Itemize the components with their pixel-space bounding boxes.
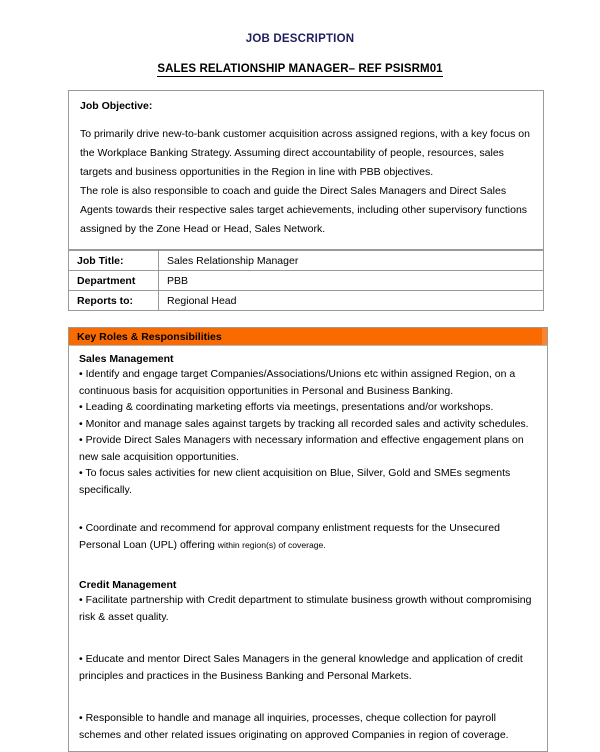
page-subtitle: SALES RELATIONSHIP MANAGER– REF PSISRM01 (157, 63, 443, 75)
sales-management-heading: Sales Management (79, 353, 174, 365)
list-item: • Leading & coordinating marketing efforts via meetings, presentations and/or workshops. (79, 401, 494, 413)
list-item: • Identify and engage target Companies/Associations/Unions etc within assigned Region, on a continuous basis for acquisition opportunities in Personal and Business Banking. (79, 368, 516, 397)
job-details-table (68, 250, 544, 311)
key-roles-header-title: Key Roles & Responsibilities (77, 330, 222, 343)
spacer (79, 684, 537, 710)
key-roles-header-bar (68, 327, 548, 345)
job-objective-paragraph-2: The role is also responsible to coach and guide the Direct Sales Managers and Direct Sales Agents towards their respective sales target achievements, including other supervisory functions assigned by the Zone Head or Head, Sales Network. (80, 185, 528, 235)
job-title-label: Job Title: (69, 251, 159, 271)
list-item: • Educate and mentor Direct Sales Managers in the general knowledge and application of credit principles and practices in the Business Banking and Personal Markets. (79, 653, 523, 682)
spacer (79, 625, 537, 651)
spacer (79, 498, 537, 520)
department-value: PBB (159, 271, 544, 291)
credit-management-heading: Credit Management (79, 579, 177, 591)
header-bar-edge-divider (542, 328, 547, 345)
department-label: Department (69, 271, 159, 291)
job-objective-heading: Job Objective: (80, 100, 153, 112)
list-item: • To focus sales activities for new client acquisition on Blue, Silver, Gold and SMEs segments specifically. (79, 467, 511, 496)
reports-to-value: Regional Head (159, 291, 544, 311)
job-objective-paragraph-1: To primarily drive new-to-bank customer acquisition across assigned regions, with a key focus on the Workplace Banking Strategy. Assuming direct accountability of people, resources, sales targets and business opportunities in the Region in line with PBB objectives. (80, 128, 530, 178)
key-roles-body (68, 345, 548, 752)
reports-to-label: Reports to: (69, 291, 159, 311)
list-item: • Responsible to handle and manage all inquiries, processes, cheque collection for payroll schemes and other related issues originating on approved Companies in region of coverage. (79, 712, 509, 741)
table-row (69, 251, 544, 271)
table-row (69, 291, 544, 311)
page-subtitle-container (0, 45, 600, 77)
table-row (69, 271, 544, 291)
list-item: • Facilitate partnership with Credit department to stimulate business growth without compromising risk & asset quality. (79, 594, 532, 623)
spacer (79, 553, 537, 579)
page-title: JOB DESCRIPTION (245, 33, 355, 45)
upl-bullet-main: • Coordinate and recommend for approval company enlistment requests for the Unsecured Personal Loan (UPL) offering (79, 522, 500, 551)
job-title-value: Sales Relationship Manager (159, 251, 544, 271)
upl-bullet-small-text: within region(s) of coverage. (217, 539, 326, 550)
list-item: • Monitor and manage sales against targets by tracking all recorded sales and activity schedules. (79, 417, 529, 430)
key-roles-section (68, 327, 548, 752)
list-item: • Provide Direct Sales Managers with necessary information and effective engagement plans on new sale acquisition opportunities. (79, 434, 524, 463)
upl-list-item (79, 520, 537, 553)
job-objective-box (68, 90, 544, 250)
